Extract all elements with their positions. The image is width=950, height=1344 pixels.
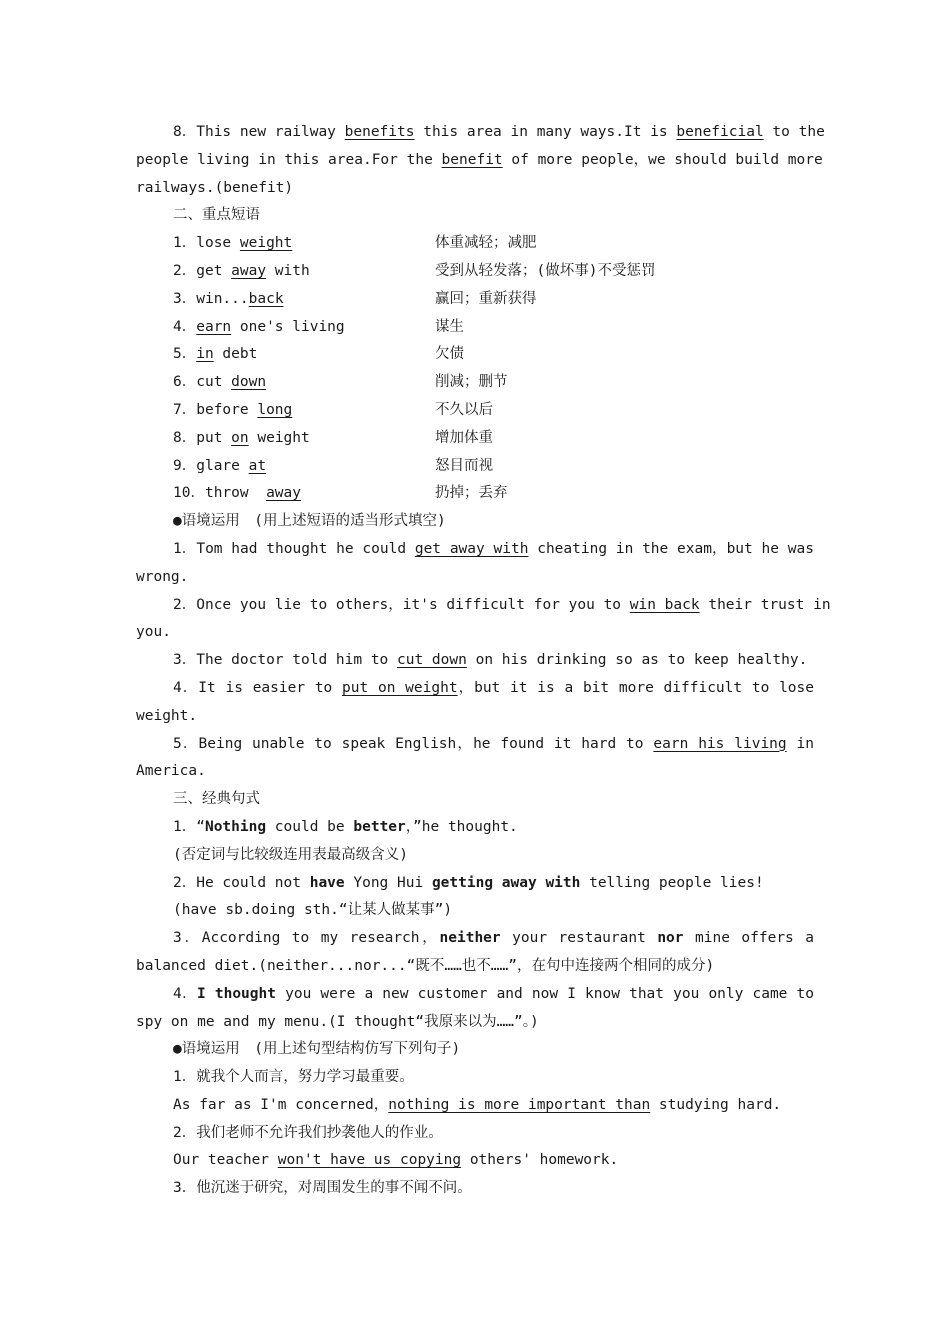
- text: weight: [248, 429, 310, 446]
- answer-blank: nothing is more important than: [388, 1096, 651, 1113]
- text: 1．Tom had thought he could: [173, 540, 415, 557]
- text: 5．Being unable to speak English，he found it hard to: [173, 735, 654, 752]
- phrase-row: [136, 258, 814, 286]
- section-heading-phrases: 二、重点短语: [173, 207, 260, 224]
- translation-1-english: [136, 1092, 814, 1120]
- text: in: [786, 735, 814, 752]
- answer-blank: back: [248, 290, 284, 307]
- text: cut: [196, 374, 232, 391]
- text: Our teacher: [173, 1152, 278, 1169]
- phrase-meaning: 谋生: [435, 318, 464, 335]
- item-number: 3．: [173, 290, 197, 307]
- sentence-pattern-3-line-1: [136, 925, 814, 953]
- text: your restaurant: [500, 930, 658, 947]
- section-heading-sentences: 三、经典句式: [173, 791, 260, 808]
- text: one's living: [231, 318, 345, 335]
- answer-blank: long: [257, 401, 293, 418]
- answer-blank: away: [231, 262, 267, 279]
- phrase-exercise-5-line-1: [136, 731, 814, 759]
- text: 2．He could not: [173, 874, 310, 891]
- item-number: 9．: [173, 457, 197, 474]
- answer-blank: in: [196, 346, 214, 363]
- text: throw: [204, 485, 267, 502]
- text: on his drinking so as to keep healthy.: [466, 652, 808, 669]
- phrase-list: [136, 230, 814, 508]
- phrase-meaning: 赢回；重新获得: [435, 290, 537, 307]
- phrase-row: [136, 397, 814, 425]
- key-word: have: [309, 874, 345, 891]
- text: studying hard.: [650, 1096, 782, 1113]
- word-item-8-line-1: [136, 119, 825, 147]
- phrase-exercise-4-line-1: [136, 675, 814, 703]
- sentence-pattern-3-line-2: balanced diet.(neither...nor...“既不……也不……”，在句中连接两个相同的成分): [136, 957, 715, 974]
- item-number: 10．: [173, 485, 205, 502]
- text: 4．It is easier to: [173, 679, 343, 696]
- translation-1-chinese: 1．就我个人而言，努力学习最重要。: [173, 1069, 414, 1086]
- text: debt: [213, 346, 258, 363]
- text: railways.(benefit): [136, 179, 294, 196]
- item-number: 8．: [173, 124, 197, 140]
- answer-blank: benefit: [441, 151, 503, 168]
- text: 3．According to my research，: [173, 930, 440, 947]
- answer-blank: get away with: [414, 540, 529, 557]
- phrase-row: [136, 341, 814, 369]
- practice-title-phrases: ●语境运用 (用上述短语的适当形式填空): [173, 513, 446, 530]
- key-word: Nothing: [204, 818, 267, 835]
- phrase-exercise-3: [136, 647, 814, 675]
- phrase-meaning: 扔掉；丢弃: [435, 485, 508, 502]
- text: their trust in: [699, 596, 831, 613]
- key-word: better: [353, 818, 406, 835]
- text: 2．Once you lie to others，it's difficult for you to: [173, 596, 630, 613]
- phrase-row: [136, 480, 814, 508]
- text: cheating in the exam，but he was: [528, 540, 814, 557]
- item-number: 5．: [173, 346, 197, 363]
- text: Yong Hui: [344, 874, 432, 891]
- text: lose: [196, 235, 240, 252]
- text: to the: [763, 124, 825, 140]
- phrase-row: [136, 314, 814, 342]
- text: with: [266, 262, 310, 279]
- answer-blank: earn: [196, 318, 232, 335]
- phrase-row: [136, 369, 814, 397]
- text: 1．“: [173, 818, 205, 835]
- phrase-row: [136, 286, 814, 314]
- item-number: 4．: [173, 318, 197, 335]
- phrase-row: [136, 425, 814, 453]
- text: get: [196, 262, 232, 279]
- phrase-exercise-1-line-2: wrong.: [136, 568, 189, 585]
- key-word: I thought: [197, 985, 276, 1002]
- answer-blank: weight: [239, 235, 293, 252]
- answer-blank: down: [231, 374, 267, 391]
- item-number: 1．: [173, 235, 197, 252]
- key-word: getting away with: [431, 874, 581, 891]
- translation-3-chinese: 3．他沉迷于研究，对周围发生的事不闻不问。: [173, 1180, 472, 1197]
- text: As far as I'm concerned，: [173, 1096, 389, 1113]
- phrase-meaning: 欠债: [435, 346, 464, 363]
- answer-blank: away: [266, 485, 301, 502]
- document-content: [136, 119, 831, 1203]
- phrase-exercise-2-line-2: you.: [136, 624, 171, 641]
- item-number: 6．: [173, 374, 197, 391]
- phrase-meaning: 体重减轻；减肥: [435, 235, 537, 252]
- text: win...: [196, 290, 249, 307]
- sentence-pattern-2-note: (have sb.doing sth.“让某人做某事”): [173, 902, 453, 919]
- answer-blank: beneficial: [676, 124, 764, 140]
- text: others' homework.: [461, 1152, 619, 1169]
- sentence-pattern-4-line-2: spy on me and my menu.(I thought“我原来以为……”。): [136, 1013, 539, 1030]
- phrase-exercise-4-line-2: weight.: [136, 707, 198, 724]
- answer-blank: cut down: [397, 652, 467, 669]
- item-number: 2．: [173, 262, 197, 279]
- key-word: neither: [439, 930, 501, 947]
- phrase-meaning: 怒目而视: [435, 457, 493, 474]
- item-number: 7．: [173, 401, 197, 418]
- phrase-row: [136, 230, 814, 258]
- sentence-pattern-4-line-1: [136, 981, 814, 1009]
- text: mine offers a: [683, 930, 814, 947]
- phrase-exercise-1-line-1: [136, 536, 814, 564]
- text: telling people lies!: [580, 874, 764, 891]
- phrase-exercise-2-line-1: [136, 592, 831, 620]
- answer-blank: benefits: [344, 124, 415, 140]
- phrase-exercise-5-line-2: America.: [136, 763, 206, 780]
- sentence-pattern-2: [136, 870, 814, 898]
- translation-2-chinese: 2．我们老师不允许我们抄袭他人的作业。: [173, 1124, 443, 1141]
- text: 3．The doctor told him to: [173, 652, 398, 669]
- phrase-meaning: 受到从轻发落；(做坏事)不受惩罚: [435, 262, 656, 279]
- phrase-meaning: 削减；删节: [435, 374, 508, 391]
- translation-2-english: [136, 1147, 814, 1175]
- phrase-meaning: 不久以后: [435, 401, 493, 418]
- word-item-8-line-2: [136, 147, 823, 175]
- phrase-row: [136, 453, 814, 481]
- practice-title-sentences: ●语境运用 (用上述句型结构仿写下列句子): [173, 1041, 461, 1058]
- answer-blank: on: [231, 429, 249, 446]
- answer-blank: put on weight: [342, 679, 458, 696]
- word-item-8-line-3: [136, 175, 814, 203]
- text: you were a new customer and now I know that you only came to: [275, 985, 814, 1002]
- text: before: [196, 401, 258, 418]
- sentence-pattern-1-note: (否定词与比较级连用表最高级含义): [173, 846, 408, 863]
- text: ，”he thought.: [405, 818, 518, 835]
- item-number: 8．: [173, 429, 197, 446]
- answer-blank: won't have us copying: [277, 1152, 462, 1169]
- answer-blank: at: [248, 457, 267, 474]
- text: glare: [196, 457, 249, 474]
- text: of more people，we should build more: [502, 151, 823, 168]
- text: ，but it is a bit more difficult to lose: [457, 679, 814, 696]
- text: this area in many ways.It is: [414, 124, 677, 140]
- answer-blank: earn his living: [653, 735, 787, 752]
- key-word: nor: [657, 930, 684, 947]
- text: could be: [266, 818, 354, 835]
- text: This new railway: [196, 124, 345, 140]
- answer-blank: win back: [629, 596, 700, 613]
- text: put: [196, 429, 232, 446]
- text: 4．: [173, 985, 198, 1002]
- phrase-meaning: 增加体重: [435, 429, 493, 446]
- sentence-pattern-1: [136, 814, 814, 842]
- text: people living in this area.For the: [136, 151, 442, 168]
